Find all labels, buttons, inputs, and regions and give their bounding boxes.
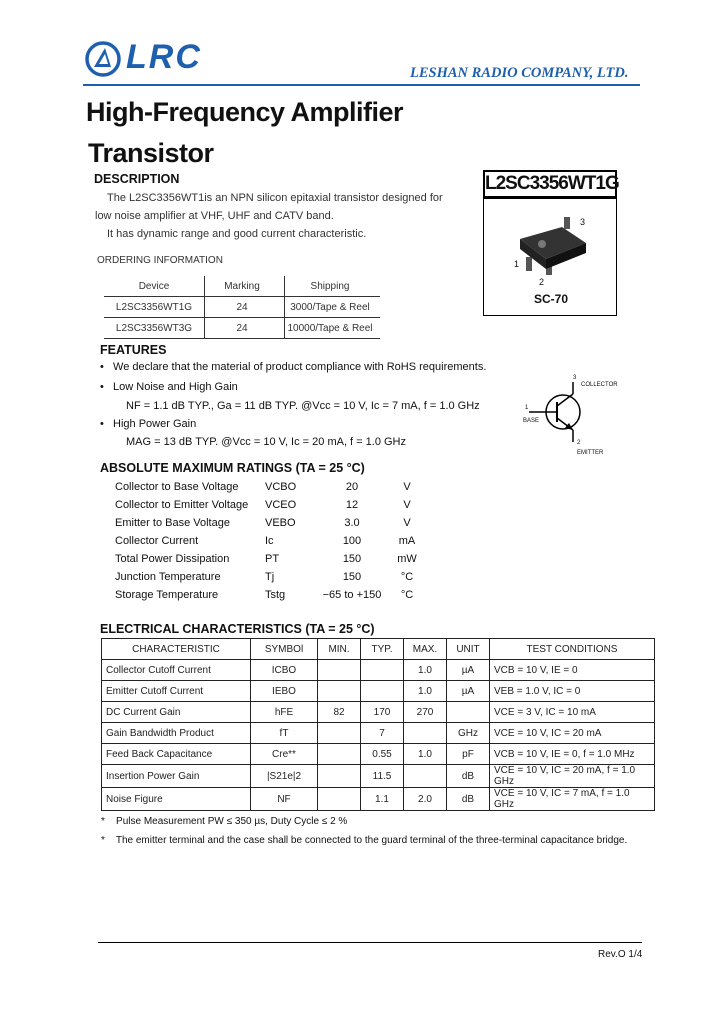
table-row — [115, 550, 427, 568]
rating-value: 20 — [345, 481, 359, 493]
elec-cell: VCE = 3 V, IC = 10 mA — [490, 702, 655, 723]
rating-value: 150 — [342, 571, 362, 583]
rating-label: Junction Temperature — [115, 571, 221, 583]
emitter-label: EMITTER — [577, 450, 604, 456]
elec-cell: DC Current Gain — [102, 702, 251, 723]
emitter-num: 2 — [577, 440, 581, 446]
rating-unit: mA — [398, 535, 416, 547]
elec-cell — [404, 765, 447, 788]
feature-text: High Power Gain — [113, 418, 197, 430]
description-heading: DESCRIPTION — [94, 172, 180, 186]
elec-cell: µA — [447, 681, 490, 702]
elec-cell: pF — [447, 744, 490, 765]
elec-cell: 270 — [404, 702, 447, 723]
table-row — [104, 297, 380, 318]
elec-cell: VCE = 10 V, IC = 7 mA, f = 1.0 GHz — [490, 788, 655, 811]
feature-item: • We declare that the material of product compliance with RoHS requirements. — [100, 361, 487, 373]
rating-value: −65 to +150 — [322, 589, 382, 601]
feature-text: Low Noise and High Gain — [113, 381, 238, 393]
ordering-cell: 10000/Tape & Reel — [287, 322, 373, 334]
rating-symbol: VCEO — [265, 499, 297, 511]
part-number-box — [483, 170, 617, 198]
elec-cell — [447, 702, 490, 723]
elec-cell: Insertion Power Gain — [102, 765, 251, 788]
feature-detail: MAG = 13 dB TYP. @Vcc = 10 V, Ic = 20 mA, f = 1.0 GHz — [126, 436, 406, 448]
rating-label: Emitter to Base Voltage — [115, 517, 230, 529]
abs-max-table — [115, 478, 427, 604]
elec-header-row — [102, 639, 655, 660]
elec-header: TYP. — [361, 639, 404, 660]
note-mark: * — [101, 835, 105, 846]
elec-header: UNIT — [447, 639, 490, 660]
table-row — [115, 532, 427, 550]
base-num: 1 — [525, 405, 529, 411]
description-line1: The L2SC3356WT1is an NPN silicon epitaxial transistor designed for — [107, 192, 443, 204]
page-revision: Rev.O 1/4 — [598, 949, 643, 960]
rating-label: Collector Current — [115, 535, 199, 547]
rating-label: Total Power Dissipation — [115, 553, 230, 565]
package-box — [483, 198, 617, 316]
abs-max-heading: ABSOLUTE MAXIMUM RATINGS (TA = 25 °C) — [100, 461, 365, 475]
rating-symbol: Tstg — [265, 589, 286, 601]
elec-cell: 2.0 — [404, 788, 447, 811]
elec-cell — [318, 723, 361, 744]
rating-value: 12 — [345, 499, 359, 511]
rating-unit: °C — [400, 571, 414, 583]
elec-cell: 1.0 — [404, 681, 447, 702]
elec-cell — [318, 681, 361, 702]
rating-label: Collector to Base Voltage — [115, 481, 239, 493]
elec-cell: Cre** — [251, 744, 318, 765]
elec-cell: NF — [251, 788, 318, 811]
collector-num: 3 — [573, 375, 577, 381]
rating-symbol: PT — [265, 553, 280, 565]
feature-text: We declare that the material of product compliance with RoHS requirements. — [113, 361, 487, 373]
table-row — [115, 496, 427, 514]
table-row — [102, 723, 655, 744]
rating-unit: V — [403, 499, 411, 511]
elec-cell: ICBO — [251, 660, 318, 681]
elec-cell: 170 — [361, 702, 404, 723]
elec-cell: fT — [251, 723, 318, 744]
description-line3: It has dynamic range and good current characteristic. — [107, 228, 367, 240]
elec-cell: 11.5 — [361, 765, 404, 788]
elec-heading: ELECTRICAL CHARACTERISTICS (TA = 25 °C) — [100, 622, 375, 636]
elec-cell: VCB = 10 V, IE = 0, f = 1.0 MHz — [490, 744, 655, 765]
ordering-cell: L2SC3356WT3G — [115, 322, 193, 334]
base-label: BASE — [523, 418, 540, 424]
note-2 — [101, 835, 627, 846]
rating-symbol: VEBO — [265, 517, 296, 529]
rating-unit: mW — [397, 553, 417, 565]
ordering-header-row — [104, 276, 380, 297]
elec-header: TEST CONDITIONS — [490, 639, 655, 660]
elec-cell: Noise Figure — [102, 788, 251, 811]
title-line1: High-Frequency Amplifier — [86, 97, 404, 127]
elec-cell: Gain Bandwidth Product — [102, 723, 251, 744]
ordering-cell: L2SC3356WT1G — [115, 301, 193, 313]
ordering-cell: 24 — [236, 301, 248, 313]
table-row — [115, 586, 427, 604]
table-row — [102, 744, 655, 765]
elec-cell: IEBO — [251, 681, 318, 702]
elec-table — [101, 638, 655, 811]
elec-cell: 7 — [361, 723, 404, 744]
elec-cell — [361, 681, 404, 702]
table-row — [102, 788, 655, 811]
features-heading: FEATURES — [100, 343, 167, 357]
elec-cell: hFE — [251, 702, 318, 723]
elec-header: SYMBOl — [251, 639, 318, 660]
rating-symbol: Tj — [265, 571, 275, 583]
company-name: LESHAN RADIO COMPANY, LTD. — [410, 65, 629, 81]
elec-cell: 0.55 — [361, 744, 404, 765]
elec-cell: VCE = 10 V, IC = 20 mA, f = 1.0 GHz — [490, 765, 655, 788]
elec-cell: 1.0 — [404, 660, 447, 681]
footer-rule — [98, 942, 642, 943]
elec-cell: 1.1 — [361, 788, 404, 811]
elec-cell: 1.0 — [404, 744, 447, 765]
elec-cell: µA — [447, 660, 490, 681]
logo-text: LRC — [126, 38, 202, 76]
elec-header: MAX. — [404, 639, 447, 660]
logo — [84, 38, 208, 80]
table-row — [104, 318, 380, 339]
rating-unit: °C — [400, 589, 414, 601]
elec-cell: GHz — [447, 723, 490, 744]
feature-detail: NF = 1.1 dB TYP., Ga = 11 dB TYP. @Vcc = 10 V, Ic = 7 mA, f = 1.0 GHz — [126, 400, 480, 412]
rating-value: 3.0 — [344, 517, 360, 529]
ordering-divider-2 — [284, 276, 285, 339]
rating-symbol: VCBO — [265, 481, 297, 493]
header-rule — [83, 84, 640, 86]
table-row — [115, 478, 427, 496]
elec-cell: Feed Back Capacitance — [102, 744, 251, 765]
pin-2-label: 2 — [539, 277, 545, 287]
elec-cell: VCE = 10 V, IC = 20 mA — [490, 723, 655, 744]
title-line2: Transistor — [88, 138, 214, 168]
package-name: SC-70 — [534, 292, 569, 306]
elec-cell: VEB = 1.0 V, IC = 0 — [490, 681, 655, 702]
note-text: Pulse Measurement PW ≤ 350 µs, Duty Cycle ≤ 2 % — [116, 816, 348, 827]
pin-1-label: 1 — [514, 259, 520, 269]
table-row — [102, 765, 655, 788]
ordering-cell: 24 — [236, 322, 248, 334]
elec-cell: dB — [447, 765, 490, 788]
elec-cell — [361, 660, 404, 681]
rating-symbol: Ic — [265, 535, 274, 547]
elec-cell: dB — [447, 788, 490, 811]
elec-cell: 82 — [318, 702, 361, 723]
table-row — [115, 568, 427, 586]
transistor-schematic — [515, 372, 625, 462]
rating-value: 100 — [342, 535, 362, 547]
feature-item: • Low Noise and High Gain — [100, 381, 238, 393]
elec-cell — [318, 765, 361, 788]
table-row — [102, 660, 655, 681]
rating-value: 150 — [342, 553, 362, 565]
ordering-header-device: Device — [138, 280, 170, 292]
description-line2: low noise amplifier at VHF, UHF and CATV band. — [95, 210, 334, 222]
ordering-cell: 3000/Tape & Reel — [290, 301, 370, 313]
elec-cell: Collector Cutoff Current — [102, 660, 251, 681]
ordering-header-marking: Marking — [224, 280, 260, 292]
elec-header: CHARACTERISTIC — [102, 639, 251, 660]
ordering-header-shipping: Shipping — [310, 280, 350, 292]
elec-cell: |S21e|2 — [251, 765, 318, 788]
table-row — [115, 514, 427, 532]
lrc-logo-icon — [84, 40, 122, 78]
note-mark: * — [101, 816, 105, 827]
collector-label: COLLECTOR — [581, 382, 618, 388]
table-row — [102, 702, 655, 723]
ordering-divider-1 — [204, 276, 205, 339]
rating-label: Collector to Emitter Voltage — [115, 499, 249, 511]
elec-cell: Emitter Cutoff Current — [102, 681, 251, 702]
elec-header: MIN. — [318, 639, 361, 660]
note-1 — [101, 816, 347, 827]
rating-label: Storage Temperature — [115, 589, 219, 601]
elec-cell — [318, 744, 361, 765]
elec-cell — [318, 660, 361, 681]
elec-cell: VCB = 10 V, IE = 0 — [490, 660, 655, 681]
rating-unit: V — [403, 481, 411, 493]
table-row — [102, 681, 655, 702]
elec-cell — [404, 723, 447, 744]
elec-cell — [318, 788, 361, 811]
rating-unit: V — [403, 517, 411, 529]
pin-3-label: 3 — [580, 217, 586, 227]
part-number: L2SC3356WT1G — [485, 173, 619, 194]
ordering-heading: ORDERING INFORMATION — [97, 255, 223, 266]
note-text: The emitter terminal and the case shall be connected to the guard terminal of the three-terminal capacitance bridge. — [115, 835, 628, 846]
feature-item: • High Power Gain — [100, 418, 197, 430]
ordering-table — [104, 276, 380, 339]
